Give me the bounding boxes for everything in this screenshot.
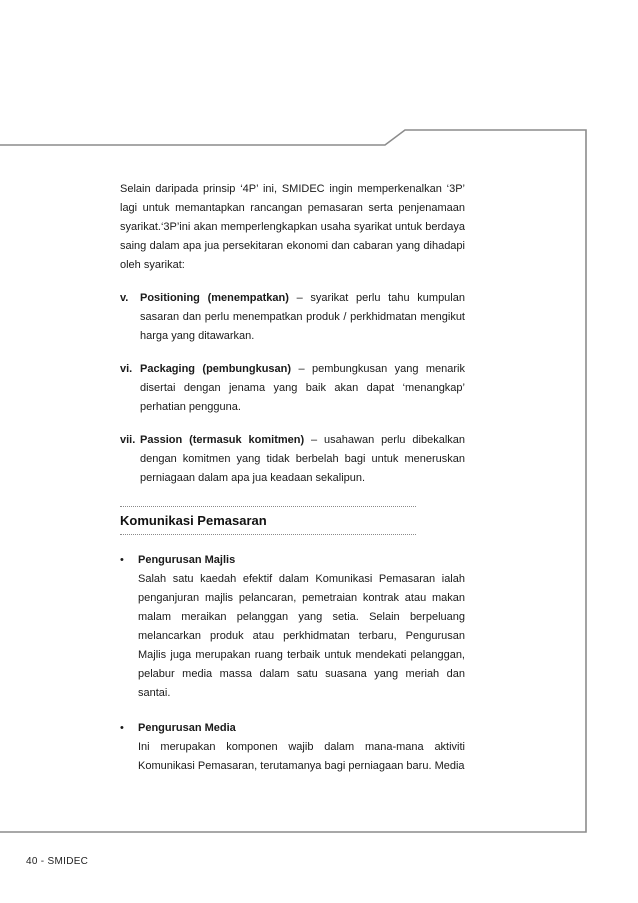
bullet-text: Salah satu kaedah efektif dalam Komunikasi Pemasaran ialah penganjuran majlis pelancaran, pemetraian kontrak atau makan malam meraikan pelanggan yang setia. Selain berpeluang melancarkan produk atau perkhidmatan terbaru, Pengurusan Majlis juga merupakan ruang terbaik untuk mendekati pelanggan, pelabur media massa dalam satu suasana yang meriah dan santai. [138,573,465,699]
principle-item [120,431,465,488]
principle-item [120,289,465,346]
principle-term: Passion (termasuk komitmen) [140,434,305,446]
principle-marker: vii. [120,434,136,446]
section-heading: Komunikasi Pemasaran [120,513,267,528]
principle-text: – usahawan perlu dibekalkan dengan komitmen yang tidak berbelah bagi untuk meneruskan perniagaan dalam apa jua keadaan sekalipun. [140,434,466,484]
page-footer: 40 - SMIDEC [26,856,89,867]
bullet-icon: • [120,554,124,566]
principle-item [120,360,465,417]
bullet-icon: • [120,722,124,734]
bullet-item [120,719,465,776]
principle-text: – syarikat perlu tahu kumpulan sasaran dan perlu menempatkan produk / perkhidmatan mengikut harga yang ditawarkan. [140,292,465,342]
bullet-title: Pengurusan Media [138,722,236,734]
bullet-item [120,551,465,703]
dotted-divider-bottom [120,534,416,535]
document-content [120,180,465,776]
principle-term: Positioning (menempatkan) [140,292,289,304]
principle-text: – pembungkusan yang menarik disertai dengan jenama yang baik akan dapat ‘menangkap’ perhatian pengguna. [140,363,465,413]
intro-paragraph: Selain daripada prinsip ‘4P’ ini, SMIDEC ingin memperkenalkan ‘3P’ lagi untuk memantapkan rancangan pemasaran serta penjenamaan syarikat.‘3P’ini akan memperlengkapkan usaha syarikat untuk berdaya saing dalam apa jua persekitaran ekonomi dan cabaran yang dihadapi oleh syarikat: [120,183,465,271]
principle-term: Packaging (pembungkusan) [140,363,292,375]
principle-marker: v. [120,292,129,304]
dotted-divider-top [120,506,416,507]
bullet-title: Pengurusan Majlis [138,554,236,566]
principle-marker: vi. [120,363,133,375]
bullet-text: Ini merupakan komponen wajib dalam mana-mana aktiviti Komunikasi Pemasaran, terutamanya bagi perniagaan baru. Media [138,741,465,772]
